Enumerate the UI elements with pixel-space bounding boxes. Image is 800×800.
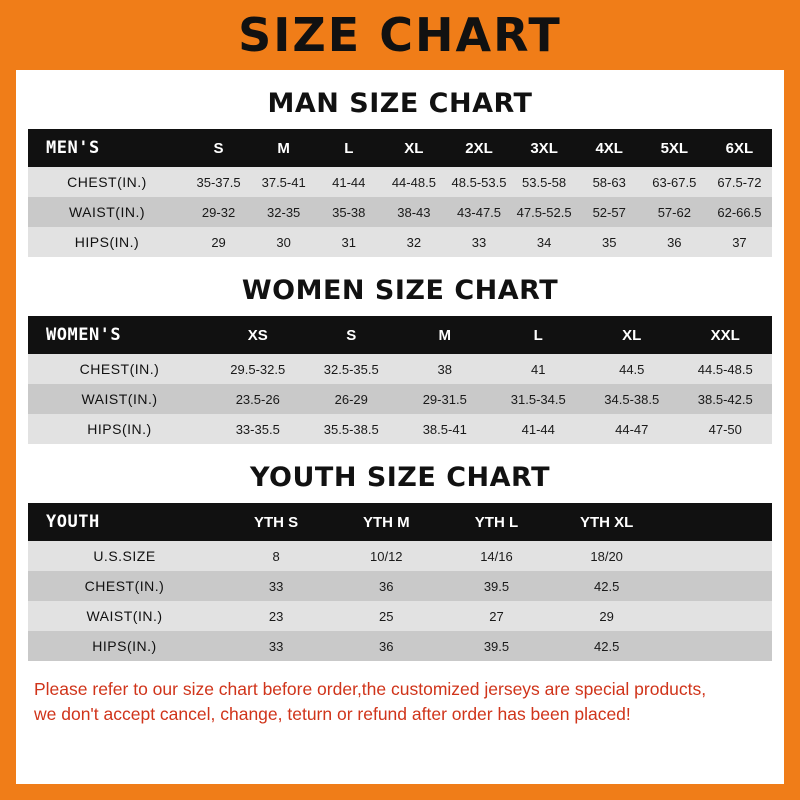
men-col-2xl: 2XL: [446, 129, 511, 167]
women-col-s: S: [305, 316, 399, 354]
women-hips-xxl: 47-50: [679, 414, 773, 444]
youth-table-body: [28, 541, 772, 661]
table-header-row: [28, 129, 772, 167]
header-banner: [16, 0, 784, 70]
women-row-label-hips: HIPS(IN.): [28, 414, 211, 444]
table-header-row: [28, 316, 772, 354]
women-row-label-waist: WAIST(IN.): [28, 384, 211, 414]
men-hips-2xl: 33: [446, 227, 511, 257]
men-chest-l: 41-44: [316, 167, 381, 197]
table-row: [28, 197, 772, 227]
table-row: [28, 167, 772, 197]
youth-waist-s: 23: [221, 601, 331, 631]
men-chest-5xl: 63-67.5: [642, 167, 707, 197]
men-waist-6xl: 62-66.5: [707, 197, 772, 227]
youth-chest-xl: 42.5: [552, 571, 662, 601]
men-hips-s: 29: [186, 227, 251, 257]
youth-row-label-waist: WAIST(IN.): [28, 601, 221, 631]
women-waist-xxl: 38.5-42.5: [679, 384, 773, 414]
youth-row-label-hips: HIPS(IN.): [28, 631, 221, 661]
youth-hips-xl: 42.5: [552, 631, 662, 661]
women-chest-m: 38: [398, 354, 492, 384]
table-row: [28, 354, 772, 384]
women-hips-xl: 44-47: [585, 414, 679, 444]
women-waist-xs: 23.5-26: [211, 384, 305, 414]
men-col-s: S: [186, 129, 251, 167]
men-hips-xl: 32: [381, 227, 446, 257]
men-row-label-waist: WAIST(IN.): [28, 197, 186, 227]
men-chest-xl: 44-48.5: [381, 167, 446, 197]
youth-col-l: YTH L: [441, 503, 551, 541]
men-chest-m: 37.5-41: [251, 167, 316, 197]
men-col-3xl: 3XL: [512, 129, 577, 167]
youth-ussize-l: 14/16: [441, 541, 551, 571]
men-waist-xl: 38-43: [381, 197, 446, 227]
men-table-header: [28, 129, 772, 167]
men-chest-6xl: 67.5-72: [707, 167, 772, 197]
youth-hips-m: 36: [331, 631, 441, 661]
table-header-row: [28, 503, 772, 541]
youth-chest-s: 33: [221, 571, 331, 601]
youth-hips-s: 33: [221, 631, 331, 661]
table-row: [28, 601, 772, 631]
youth-size-table: [28, 503, 772, 661]
men-col-l: L: [316, 129, 381, 167]
men-hips-3xl: 34: [512, 227, 577, 257]
section-title-youth: YOUTH SIZE CHART: [249, 462, 551, 493]
youth-chest-m: 36: [331, 571, 441, 601]
men-hips-l: 31: [316, 227, 381, 257]
women-waist-xl: 34.5-38.5: [585, 384, 679, 414]
women-table-body: [28, 354, 772, 444]
women-hips-l: 41-44: [492, 414, 586, 444]
women-hips-m: 38.5-41: [398, 414, 492, 444]
youth-ussize-xl: 18/20: [552, 541, 662, 571]
men-corner-label: MEN'S: [28, 129, 186, 167]
men-waist-l: 35-38: [316, 197, 381, 227]
women-col-xl: XL: [585, 316, 679, 354]
men-hips-4xl: 35: [577, 227, 642, 257]
youth-hips-l: 39.5: [441, 631, 551, 661]
men-waist-3xl: 47.5-52.5: [512, 197, 577, 227]
youth-hips-empty: [662, 631, 772, 661]
women-chest-xs: 29.5-32.5: [211, 354, 305, 384]
youth-col-xl: YTH XL: [552, 503, 662, 541]
men-waist-m: 32-35: [251, 197, 316, 227]
content-area: [16, 88, 784, 728]
women-hips-xs: 33-35.5: [211, 414, 305, 444]
youth-ussize-m: 10/12: [331, 541, 441, 571]
table-row: [28, 227, 772, 257]
youth-waist-l: 27: [441, 601, 551, 631]
women-size-table: [28, 316, 772, 444]
women-corner-label: WOMEN'S: [28, 316, 211, 354]
section-title-men: MAN SIZE CHART: [267, 88, 533, 119]
women-col-xs: XS: [211, 316, 305, 354]
women-chest-l: 41: [492, 354, 586, 384]
men-table-body: [28, 167, 772, 257]
men-col-m: M: [251, 129, 316, 167]
men-waist-5xl: 57-62: [642, 197, 707, 227]
section-title-women: WOMEN SIZE CHART: [241, 275, 559, 306]
youth-corner-label: YOUTH: [28, 503, 221, 541]
men-waist-2xl: 43-47.5: [446, 197, 511, 227]
men-hips-6xl: 37: [707, 227, 772, 257]
men-waist-s: 29-32: [186, 197, 251, 227]
men-hips-m: 30: [251, 227, 316, 257]
women-col-m: M: [398, 316, 492, 354]
page-title: SIZE CHART: [238, 8, 562, 62]
bottom-strip: [0, 784, 800, 800]
women-col-xxl: XXL: [679, 316, 773, 354]
youth-waist-empty: [662, 601, 772, 631]
women-chest-s: 32.5-35.5: [305, 354, 399, 384]
men-chest-4xl: 58-63: [577, 167, 642, 197]
men-col-xl: XL: [381, 129, 446, 167]
youth-chest-l: 39.5: [441, 571, 551, 601]
youth-table-header: [28, 503, 772, 541]
youth-row-label-ussize: U.S.SIZE: [28, 541, 221, 571]
footer-line-1: Please refer to our size chart before order,the customized jerseys are special products,: [34, 679, 707, 699]
youth-ussize-empty: [662, 541, 772, 571]
youth-ussize-s: 8: [221, 541, 331, 571]
footer-disclaimer: [28, 677, 772, 728]
table-row: [28, 541, 772, 571]
table-row: [28, 631, 772, 661]
men-col-4xl: 4XL: [577, 129, 642, 167]
men-col-6xl: 6XL: [707, 129, 772, 167]
youth-col-m: YTH M: [331, 503, 441, 541]
men-chest-3xl: 53.5-58: [512, 167, 577, 197]
men-size-table: [28, 129, 772, 257]
men-waist-4xl: 52-57: [577, 197, 642, 227]
men-row-label-hips: HIPS(IN.): [28, 227, 186, 257]
men-chest-s: 35-37.5: [186, 167, 251, 197]
women-row-label-chest: CHEST(IN.): [28, 354, 211, 384]
women-hips-s: 35.5-38.5: [305, 414, 399, 444]
women-col-l: L: [492, 316, 586, 354]
men-row-label-chest: CHEST(IN.): [28, 167, 186, 197]
youth-row-label-chest: CHEST(IN.): [28, 571, 221, 601]
women-chest-xl: 44.5: [585, 354, 679, 384]
men-hips-5xl: 36: [642, 227, 707, 257]
youth-col-s: YTH S: [221, 503, 331, 541]
table-row: [28, 571, 772, 601]
table-row: [28, 414, 772, 444]
women-waist-s: 26-29: [305, 384, 399, 414]
women-waist-m: 29-31.5: [398, 384, 492, 414]
youth-waist-m: 25: [331, 601, 441, 631]
youth-waist-xl: 29: [552, 601, 662, 631]
women-chest-xxl: 44.5-48.5: [679, 354, 773, 384]
women-waist-l: 31.5-34.5: [492, 384, 586, 414]
youth-col-empty: [662, 503, 772, 541]
men-col-5xl: 5XL: [642, 129, 707, 167]
table-row: [28, 384, 772, 414]
men-chest-2xl: 48.5-53.5: [446, 167, 511, 197]
women-table-header: [28, 316, 772, 354]
youth-chest-empty: [662, 571, 772, 601]
footer-line-2: we don't accept cancel, change, teturn or refund after order has been placed!: [34, 704, 631, 725]
